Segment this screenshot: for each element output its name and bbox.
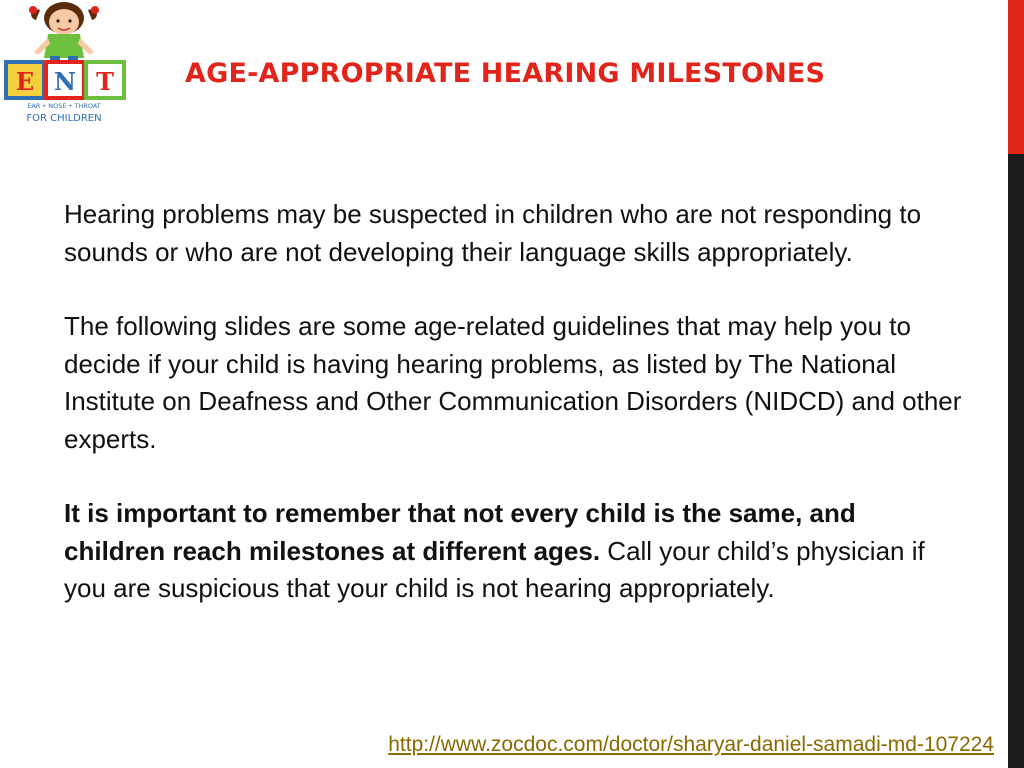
letter-blocks-icon — [6, 62, 124, 98]
block-letter: T — [96, 67, 114, 96]
block-letter: N — [54, 67, 76, 96]
ent-logo — [0, 0, 128, 126]
ent-logo-graphic — [0, 0, 128, 126]
logo-tagline: EAR • NOSE • THROAT — [27, 102, 101, 110]
block-letter: E — [15, 67, 35, 96]
paragraph-note-emphasis: It is important to remember that not every child is the same, and children reach milestones at different ages. — [64, 498, 856, 566]
paragraph-note — [64, 495, 964, 608]
child-figure-icon — [29, 2, 99, 64]
paragraph-guidelines: The following slides are some age-related guidelines that may help you to decide if your child is having hearing problems, as listed by The National Institute on Deafness and Other Communication Disorders (NIDCD) and other experts. — [64, 311, 962, 454]
logo-subtitle: FOR CHILDREN — [26, 113, 102, 124]
paragraph-note-rest: Call your child’s physician if you are suspicious that your child is not hearing appropriately. — [64, 535, 925, 603]
paragraph-intro: Hearing problems may be suspected in children who are not responding to sounds or who are not developing their language skills appropriately. — [64, 199, 922, 267]
slide-body — [64, 196, 964, 645]
accent-bar-red — [1008, 0, 1024, 154]
accent-bar-dark — [1008, 154, 1024, 768]
source-link[interactable]: http://www.zocdoc.com/doctor/sharyar-daniel-samadi-md-107224 — [388, 733, 994, 756]
slide-title: AGE-APPROPRIATE HEARING MILESTONES — [185, 58, 826, 89]
